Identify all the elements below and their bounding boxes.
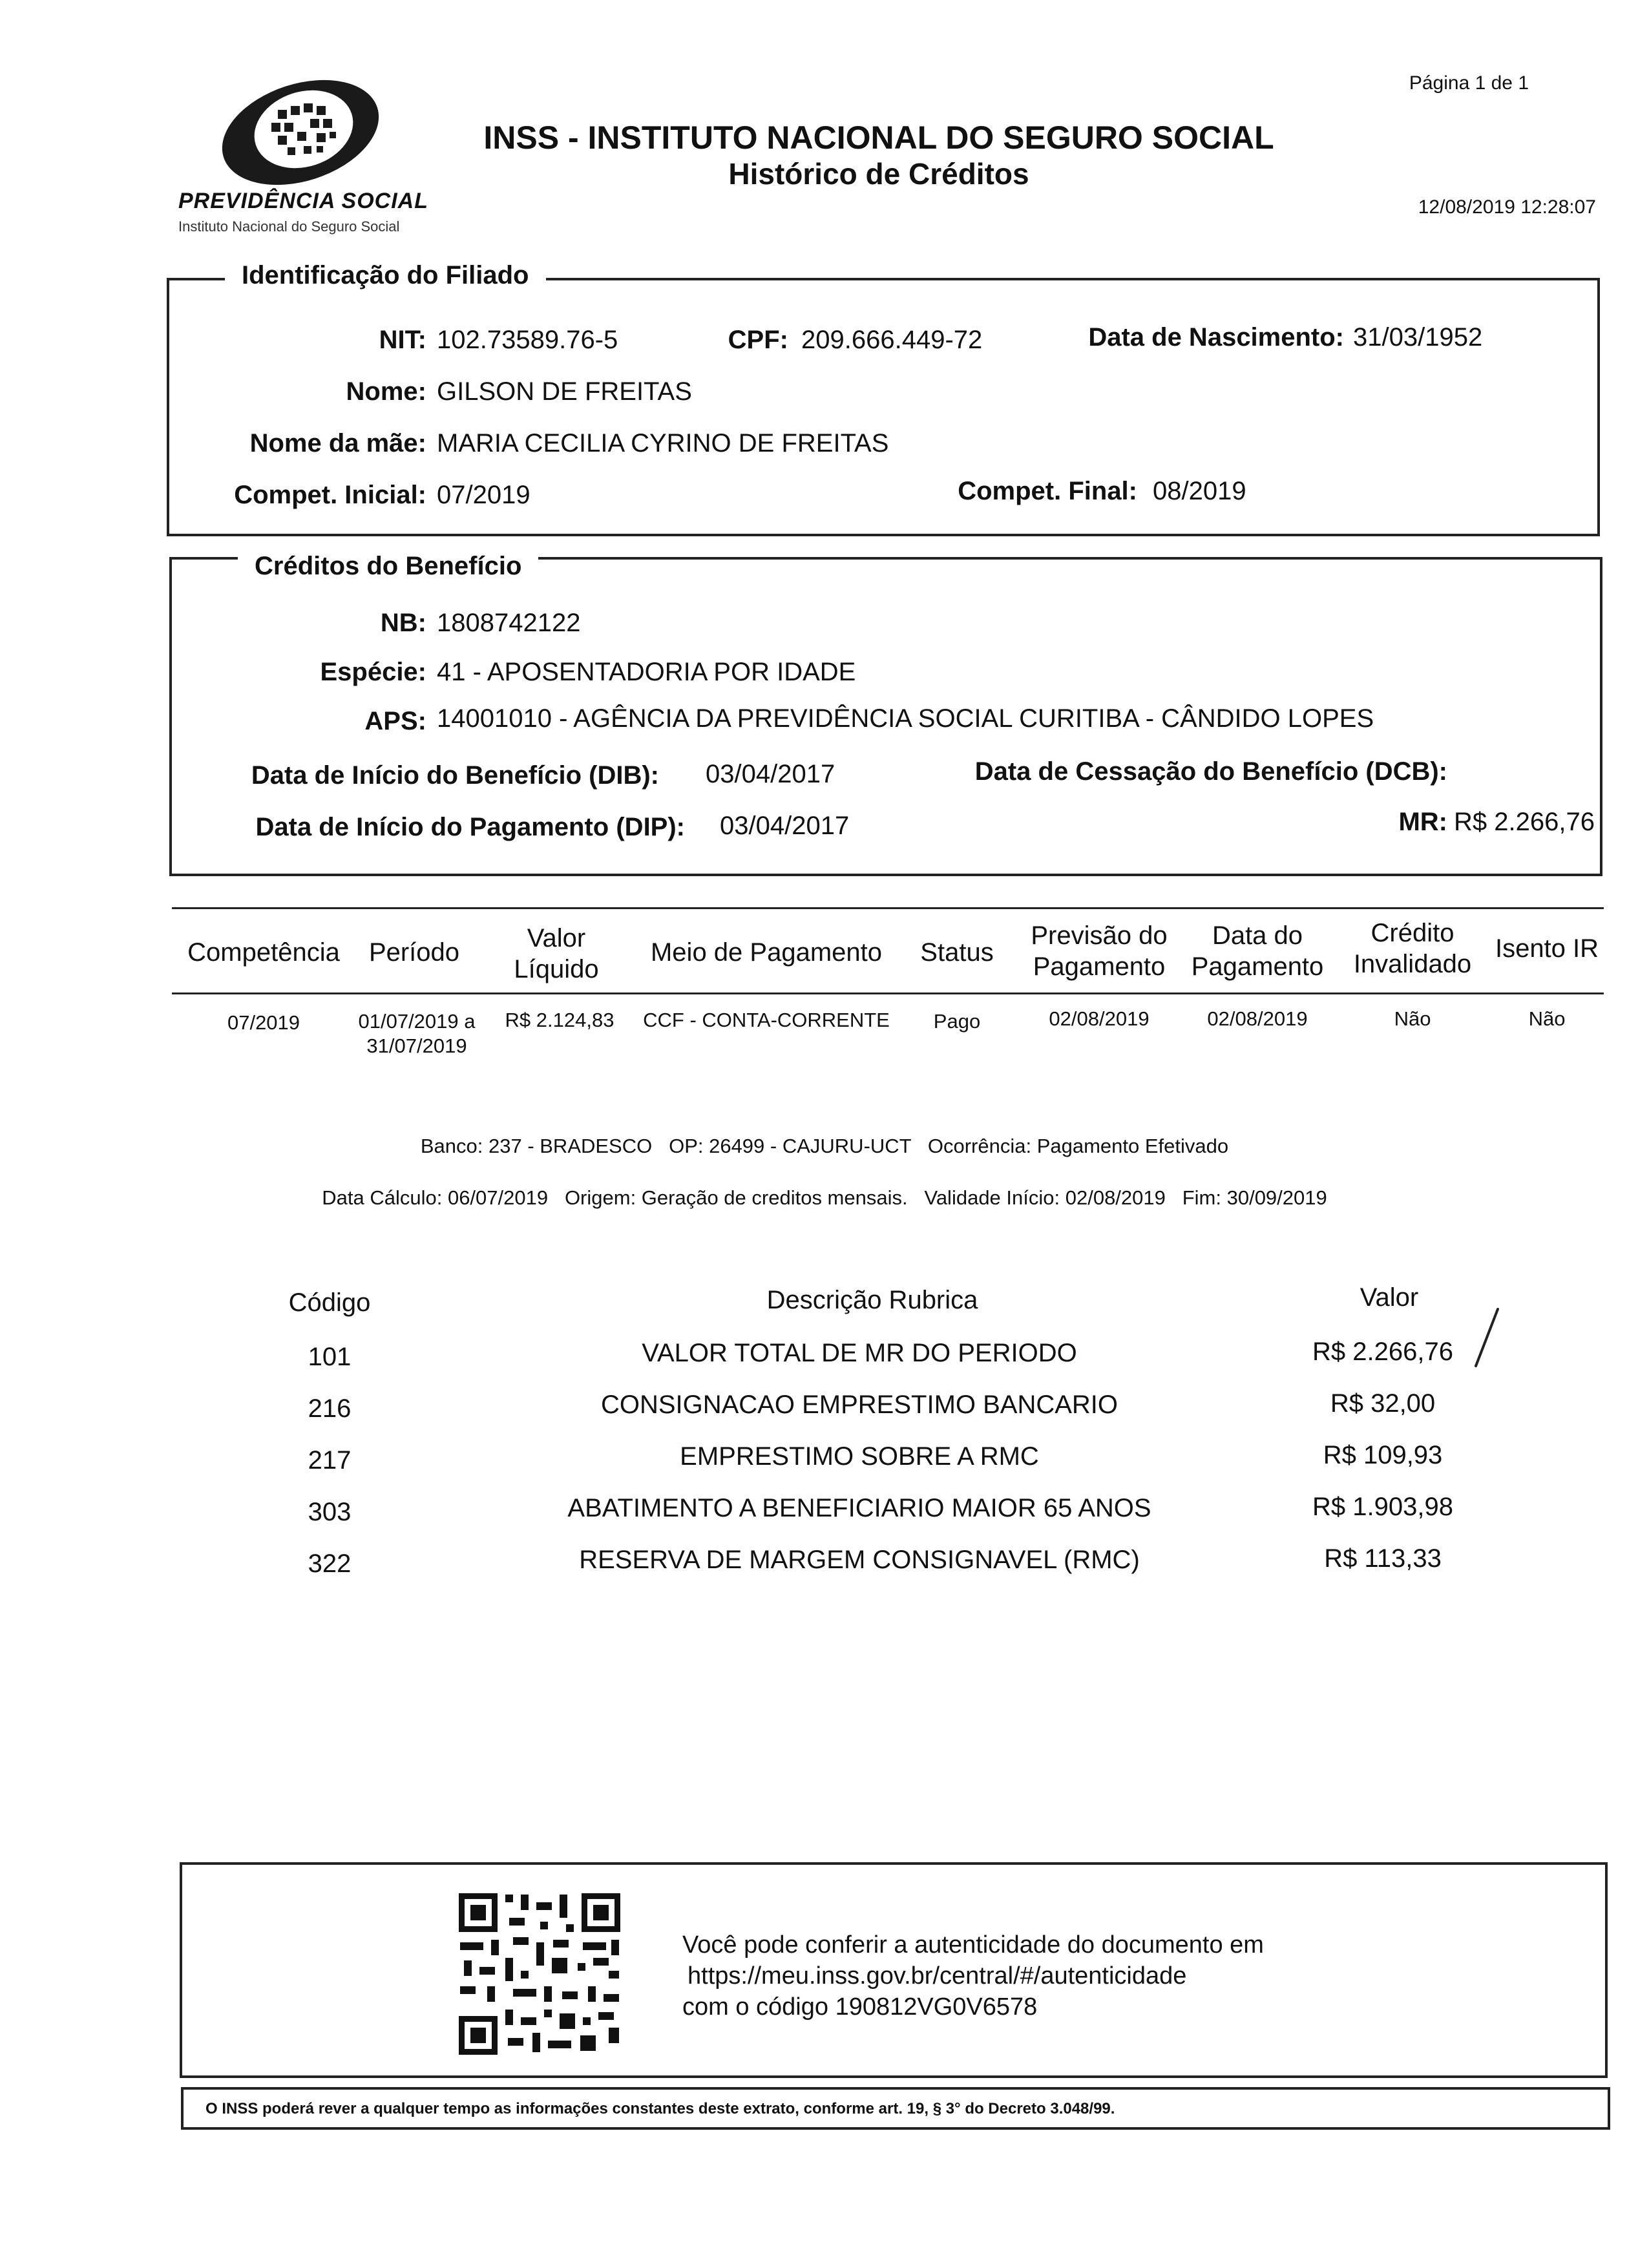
cell-periodo [349,1009,485,1058]
col-data-pagamento [1186,920,1329,982]
cell-competencia: 07/2019 [227,1011,300,1034]
beneficio-legend: Créditos do Benefício [238,552,538,581]
col-status: Status [920,938,994,967]
logo [213,78,381,187]
cell-periodo-line1: 01/07/2019 a [358,1010,476,1033]
cpf-value: 209.666.449-72 [801,326,983,354]
footer-notice: O INSS poderá rever a qualquer tempo as informações constantes deste extrato, conforme art. 19, § 3° do Decreto 3.048/99. [205,2100,1115,2117]
qr-code-icon [456,1891,623,2057]
autenticidade-codigo: com o código 190812VG0V6578 [682,1993,1038,2021]
col-meio-pagamento: Meio de Pagamento [650,938,882,967]
col-credito-line2: Invalidado [1353,950,1472,978]
rubrica-valor: R$ 113,33 [1324,1544,1442,1573]
col-previsao-line2: Pagamento [1033,952,1166,981]
compet-final-value: 08/2019 [1153,477,1246,505]
aps-value: 14001010 - AGÊNCIA DA PREVIDÊNCIA SOCIAL CURITIBA - CÂNDIDO LOPES [437,704,1374,733]
nome-value: GILSON DE FREITAS [437,377,692,406]
calculo-info: Data Cálculo: 06/07/2019 Origem: Geração de creditos mensais. Validade Início: 02/08/2019 Fim: 30/09/2019 [322,1186,1327,1209]
autenticidade-line1: Você pode conferir a autenticidade do documento em [682,1931,1264,1958]
dip-value: 03/04/2017 [720,812,850,840]
dib-label: Data de Início do Benefício (DIB): [251,761,659,790]
dip-label: Data de Início do Pagamento (DIP): [255,813,685,841]
col-previsao-line1: Previsão do [1031,921,1168,950]
col-periodo: Período [368,938,460,967]
list-item [0,1546,1649,1584]
col-valor-liquido [488,923,624,985]
col-credito-line1: Crédito [1371,919,1455,947]
rubrica-descricao: RESERVA DE MARGEM CONSIGNAVEL (RMC) [579,1546,1140,1574]
filiado-legend: Identificação do Filiado [225,261,546,290]
cpf-label: CPF: [728,326,788,354]
dib-value: 03/04/2017 [706,760,835,788]
rubrica-col-codigo: Código [288,1288,371,1317]
cell-status: Pago [933,1010,981,1033]
rubrica-descricao: EMPRESTIMO SOBRE A RMC [680,1442,1039,1471]
autenticidade-text [682,1929,1522,2022]
col-previsao-pagamento [1012,920,1186,982]
list-item [0,1442,1649,1481]
especie-value: 41 - APOSENTADORIA POR IDADE [437,658,856,686]
mr-value: R$ 2.266,76 [1454,808,1595,836]
rubrica-valor: R$ 109,93 [1323,1441,1443,1469]
rubrica-codigo: 101 [308,1343,352,1371]
col-isento-ir: Isento IR [1495,934,1599,963]
birthdate-label: Data de Nascimento: [1088,323,1344,352]
rubrica-descricao: CONSIGNACAO EMPRESTIMO BANCARIO [600,1391,1119,1419]
qr-code [456,1891,623,2057]
cell-periodo-line2: 31/07/2019 [366,1034,467,1057]
rubrica-col-descricao: Descrição Rubrica [766,1286,978,1314]
rubrica-valor: R$ 1.903,98 [1312,1493,1453,1521]
table-header-rule [172,992,1604,994]
cell-meio: CCF - CONTA-CORRENTE [643,1009,890,1031]
page-title: INSS - INSTITUTO NACIONAL DO SEGURO SOCIAL [483,120,1274,156]
list-item [0,1391,1649,1429]
banco-info: Banco: 237 - BRADESCO OP: 26499 - CAJURU-UCT Ocorrência: Pagamento Efetivado [420,1135,1229,1157]
compet-inicial-value: 07/2019 [437,481,530,509]
rubrica-codigo: 303 [308,1498,352,1526]
nb-label: NB: [380,609,426,637]
list-item [0,1339,1649,1378]
autenticidade-url[interactable]: https://meu.inss.gov.br/central/#/autenticidade [688,1962,1187,1990]
rubrica-valor: R$ 2.266,76 [1312,1338,1453,1366]
rubrica-col-valor: Valor [1360,1283,1419,1312]
page-subtitle: Histórico de Créditos [728,157,1029,191]
rubrica-valor: R$ 32,00 [1330,1389,1436,1418]
birthdate-value: 31/03/1952 [1353,323,1483,352]
compet-inicial-label: Compet. Inicial: [234,481,426,509]
col-competencia: Competência [187,938,340,967]
cell-isento: Não [1528,1007,1566,1030]
nit-value: 102.73589.76-5 [437,326,618,354]
rubrica-codigo: 216 [308,1394,352,1423]
mae-label: Nome da mãe: [249,429,426,457]
col-data-line1: Data do [1212,921,1303,950]
col-data-line2: Pagamento [1191,952,1324,981]
logo-text: PREVIDÊNCIA SOCIAL [178,189,429,213]
aps-label: APS: [364,707,426,735]
handwritten-mark-icon [1467,1305,1506,1370]
rubrica-codigo: 217 [308,1446,352,1475]
table-row [0,1005,1649,1064]
cell-data: 02/08/2019 [1207,1007,1308,1030]
mae-value: MARIA CECILIA CYRINO DE FREITAS [437,429,889,457]
list-item [0,1494,1649,1533]
rubrica-descricao: VALOR TOTAL DE MR DO PERIODO [642,1339,1077,1367]
mr-label: MR: [1398,808,1447,836]
page-number: Página 1 de 1 [1409,72,1529,94]
dcb-label: Data de Cessação do Benefício (DCB): [974,757,1447,786]
rubrica-descricao: ABATIMENTO A BENEFICIARIO MAIOR 65 ANOS [567,1494,1151,1522]
nb-value: 1808742122 [437,609,581,637]
cell-valor: R$ 2.124,83 [505,1009,614,1031]
compet-final-label: Compet. Final: [958,477,1137,505]
table-top-rule [172,907,1604,909]
previdencia-logo-icon [213,78,381,187]
report-datetime: 12/08/2019 12:28:07 [1418,196,1596,218]
col-valor-line1: Valor [527,924,586,952]
nit-label: NIT: [379,326,426,354]
col-valor-line2: Líquido [514,955,599,983]
cell-previsao: 02/08/2019 [1049,1007,1150,1030]
especie-label: Espécie: [320,658,426,686]
logo-subtext: Instituto Nacional do Seguro Social [178,218,400,235]
cell-credito: Não [1394,1007,1431,1030]
rubrica-codigo: 322 [308,1549,352,1578]
rubrica-list [0,1339,1649,1597]
col-credito-invalidado [1335,918,1490,980]
nome-label: Nome: [346,377,426,406]
